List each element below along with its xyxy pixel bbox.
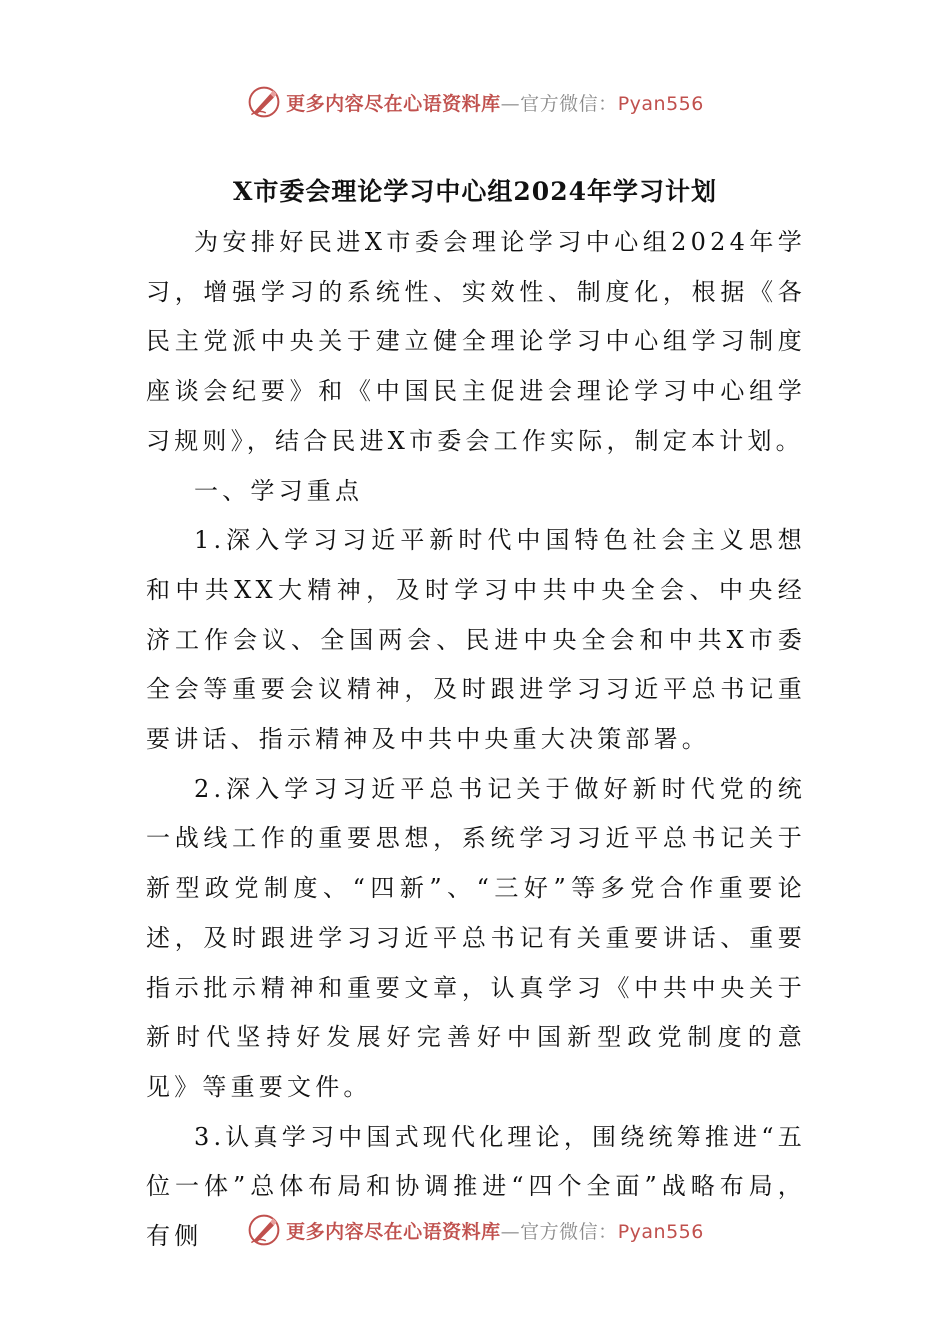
list-item-1: 1.深入学习习近平新时代中国特色社会主义思想和中共XX大精神，及时学习中共中央全会、中央经济工作会议、全国两会、民进中央全会和中共X市委全会等重要会议精神，及时跟进学习习近平总书记重要讲话、指示精神及中共中央重大决策部署。 [146, 526, 806, 754]
list-item-3: 3.认真学习中国式现代化理论，围绕统筹推进“五位一体”总体布局和协调推进“四个全面”战略布局，有侧 [146, 1122, 806, 1251]
watermark-label: 官方微信： [520, 92, 618, 115]
footer-watermark [0, 1210, 950, 1250]
pen-circle-logo-icon [246, 84, 282, 120]
document-body [146, 218, 806, 1262]
section-heading: 一、学习重点 [194, 476, 364, 505]
watermark-main: 更多内容尽在心语资料库 [286, 92, 501, 115]
intro-paragraph: 为安排好民进X市委会理论学习中心组2024年学习，增强学习的系统性、实效性、制度化，根据《各民主党派中央关于建立健全理论学习中心组学习制度座谈会纪要》和《中国民主促进会理论学习中心组学习规则》，结合民进X市委会工作实际，制定本计划。 [146, 228, 806, 455]
header-watermark [0, 82, 950, 122]
watermark-separator: — [500, 1220, 521, 1243]
watermark-text [286, 1217, 704, 1244]
watermark-text [286, 89, 704, 116]
watermark-main: 更多内容尽在心语资料库 [286, 1220, 501, 1243]
watermark-id: Pyan556 [617, 1220, 704, 1243]
pen-circle-logo-icon [246, 1212, 282, 1248]
watermark-separator: — [500, 92, 521, 115]
document-title: X市委会理论学习中心组2024年学习计划 [233, 177, 717, 206]
list-item-2: 2.深入学习习近平总书记关于做好新时代党的统一战线工作的重要思想，系统学习习近平总书记关于新型政党制度、“四新”、“三好”等多党合作重要论述，及时跟进学习习近平总书记有关重要讲话、重要指示批示精神和重要文章，认真学习《中共中央关于新时代坚持好发展好完善好中国新型政党制度的意见》等重要文件。 [146, 774, 806, 1101]
watermark-id: Pyan556 [617, 92, 704, 115]
watermark-label: 官方微信： [520, 1220, 618, 1243]
